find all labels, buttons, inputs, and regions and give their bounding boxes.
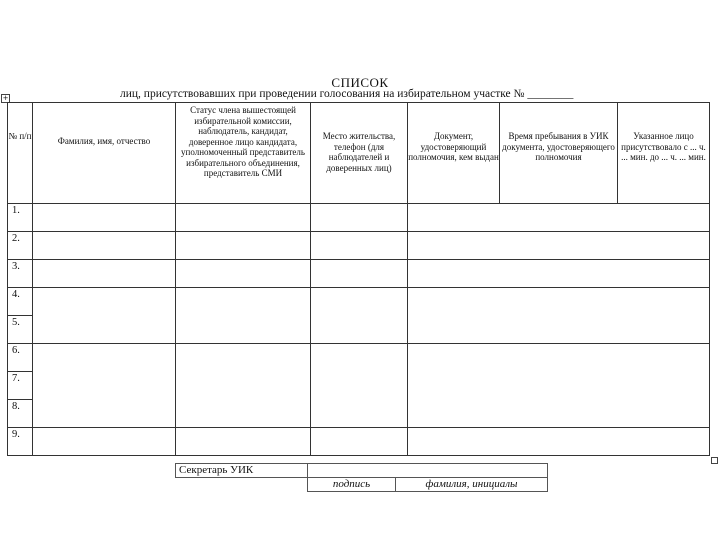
table-resize-handle-icon[interactable] <box>711 457 718 464</box>
attendance-table <box>7 102 710 456</box>
table-cell[interactable] <box>33 288 176 344</box>
header-time-in-uik: Время пребывания в УИК документа, удостоверяющего полномочия <box>500 103 618 204</box>
row-number: 9. <box>8 428 33 456</box>
row-number: 1. <box>8 204 33 232</box>
row-number-4: 4. <box>12 289 20 300</box>
table-cell[interactable] <box>408 288 710 344</box>
table-cell[interactable] <box>33 204 176 232</box>
table-cell[interactable] <box>33 344 176 428</box>
table-row <box>8 204 710 232</box>
table-row <box>8 428 710 456</box>
name-sublabel: фамилия, инициалы <box>396 478 548 492</box>
table-cell[interactable] <box>33 260 176 288</box>
table-cell[interactable] <box>176 204 311 232</box>
table-cell[interactable] <box>176 344 311 428</box>
row-number: 3. <box>8 260 33 288</box>
table-cell[interactable] <box>176 232 311 260</box>
signature-table <box>175 463 548 492</box>
row-number: 8. <box>8 400 33 428</box>
table-cell[interactable] <box>311 428 408 456</box>
table-row <box>8 260 710 288</box>
table-cell[interactable] <box>408 204 710 232</box>
table-cell[interactable] <box>311 232 408 260</box>
table-cell[interactable] <box>311 260 408 288</box>
table-cell[interactable] <box>408 260 710 288</box>
table-cell[interactable] <box>33 232 176 260</box>
row-number: 6. <box>8 344 33 372</box>
table-cell[interactable] <box>176 288 311 344</box>
table-cell[interactable] <box>176 260 311 288</box>
table-move-handle-icon[interactable]: + <box>2 94 9 102</box>
row-number <box>8 288 33 316</box>
header-full-name: Фамилия, имя, отчество <box>33 103 176 204</box>
table-cell[interactable] <box>311 344 408 428</box>
document-title: СПИСОК <box>331 75 389 90</box>
row-number: 5. <box>8 316 33 344</box>
header-number: № п/п <box>8 103 33 204</box>
header-status: Статус члена вышестоящей избирательной комиссии, наблюдатель, кандидат, доверенное лицо кандидата, уполномоченный представитель избирательного объединения, представитель СМИ <box>176 103 311 204</box>
table-cell[interactable] <box>311 204 408 232</box>
table-cell[interactable] <box>408 344 710 428</box>
header-row <box>8 103 710 204</box>
row-number: 7. <box>8 372 33 400</box>
header-presence-time: Указанное лицо присутствовало с ... ч. ... мин. до ... ч. ... мин. <box>618 103 710 204</box>
header-document: Документ, удостоверяющий полномочия, кем выдан <box>408 103 500 204</box>
secretary-label: Секретарь УИК <box>176 464 308 478</box>
table-cell[interactable] <box>311 288 408 344</box>
row-number: 2. <box>8 232 33 260</box>
table-row <box>8 344 710 372</box>
table-cell[interactable] <box>33 428 176 456</box>
signature-spacer <box>176 478 308 492</box>
table-cell[interactable] <box>176 428 311 456</box>
signature-sublabel: подпись <box>308 478 396 492</box>
header-residence: Место жительства, телефон (для наблюдателей и доверенных лиц) <box>311 103 408 204</box>
document-subtitle: лиц, присутствовавших при проведении голосования на избирательном участке № ________ <box>120 88 574 100</box>
table-cell[interactable] <box>408 232 710 260</box>
table-cell[interactable] <box>408 428 710 456</box>
table-row <box>8 288 710 316</box>
table-row <box>8 232 710 260</box>
signature-field[interactable] <box>308 464 548 478</box>
